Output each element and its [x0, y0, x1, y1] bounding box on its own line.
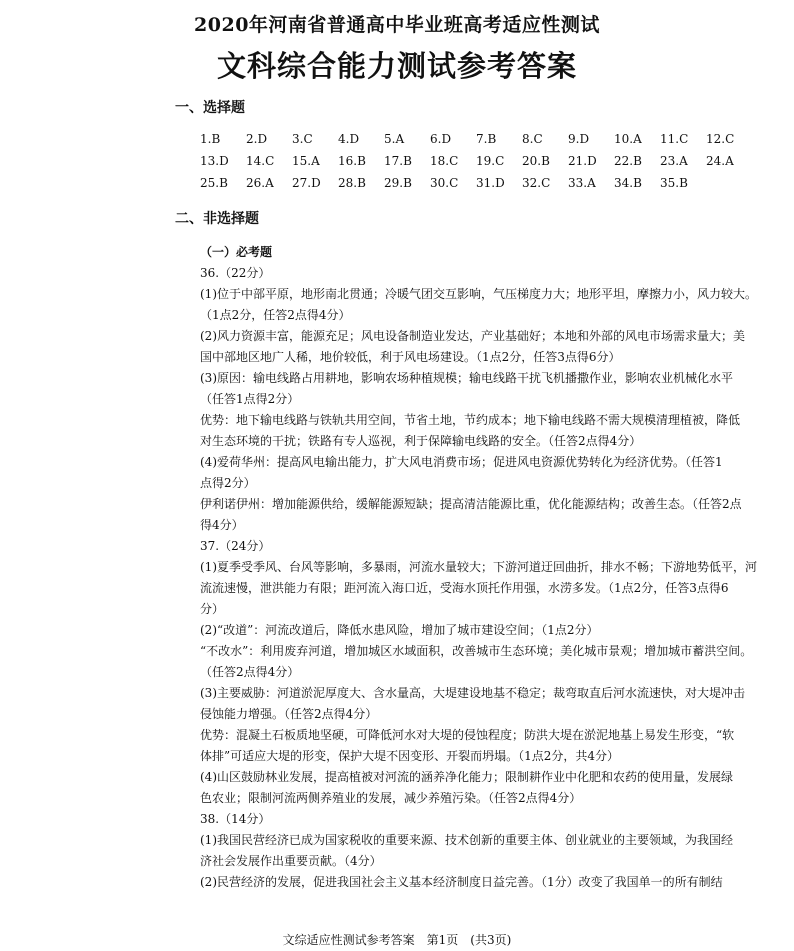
answer-line: 38.（14分）	[200, 812, 271, 826]
subsection-heading: （一）必考题	[200, 245, 273, 259]
answer-line: 流流速慢，泄洪能力有限；距河流入海口近，受海水顶托作用强，水涝多发。（1点2分，任答3点得6	[200, 581, 729, 595]
answer-item: 34.B	[614, 176, 642, 190]
answer-item: 26.A	[246, 176, 274, 190]
answer-item: 14.C	[246, 154, 275, 168]
answer-line: 37.（24分）	[200, 539, 271, 553]
answer-item: 2.D	[246, 132, 268, 146]
answer-line: (4)山区鼓励林业发展，提高植被对河流的涵养净化能力；限制耕作业中化肥和农药的使用量，发展绿	[200, 770, 734, 784]
answer-item: 6.D	[430, 132, 452, 146]
answer-item: 12.C	[706, 132, 735, 146]
answer-line: 伊利诺伊州：增加能源供给，缓解能源短缺；提高清洁能源比重，优化能源结构；改善生态。（任答2点	[200, 497, 742, 511]
answer-item: 8.C	[522, 132, 543, 146]
answer-item: 22.B	[614, 154, 642, 168]
answer-item: 23.A	[660, 154, 688, 168]
answer-line: (3)原因：输电线路占用耕地，影响农场种植规模；输电线路干扰飞机播撒作业，影响农业机械化水平	[200, 371, 734, 385]
multiple-choice-answers	[200, 132, 752, 198]
answer-line: (1)夏季受季风、台风等影响，多暴雨，河流水量较大；下游河道迂回曲折，排水不畅；下游地势低平，河	[200, 560, 758, 574]
answer-line: (1)我国民营经济已成为国家税收的重要来源、技术创新的重要主体、创业就业的主要领域，为我国经	[200, 833, 734, 847]
answer-item: 9.D	[568, 132, 590, 146]
answer-line: (1)位于中部平原，地形南北贯通；冷暖气团交互影响，气压梯度力大；地形平坦，摩擦力小，风力较大。	[200, 287, 758, 301]
answer-item: 29.B	[384, 176, 412, 190]
answer-line: 体排”可适应大堤的形变，保护大堤不因变形、开裂而坍塌。（1点2分，共4分）	[200, 749, 620, 763]
answer-line: (2)风力资源丰富，能源充足；风电设备制造业发达，产业基础好；本地和外部的风电市场需求量大；美	[200, 329, 746, 343]
answer-item: 5.A	[384, 132, 405, 146]
answer-line: 36.（22分）	[200, 266, 271, 280]
page-footer: 文综适应性测试参考答案 第1页 (共3页)	[282, 933, 512, 947]
answer-line: 分）	[200, 602, 225, 616]
answer-line: 色农业；限制河流两侧养殖业的发展，减少养殖污染。（任答2点得4分）	[200, 791, 582, 805]
answer-line: 国中部地区地广人稀，地价较低，利于风电场建设。（1点2分，任答3点得6分）	[200, 350, 621, 364]
answer-line: 优势：地下输电线路与铁轨共用空间，节省土地，节约成本；地下输电线路不需大规模清理植被，降低	[200, 413, 741, 427]
non-choice-answer-text	[200, 242, 780, 893]
answer-item: 32.C	[522, 176, 551, 190]
answer-item: 21.D	[568, 154, 597, 168]
answer-item: 11.C	[660, 132, 689, 146]
answer-item: 20.B	[522, 154, 550, 168]
answer-item: 35.B	[660, 176, 688, 190]
answer-item: 28.B	[338, 176, 366, 190]
answer-item: 33.A	[568, 176, 596, 190]
answer-line: 得4分）	[200, 518, 244, 532]
answer-row	[200, 132, 752, 154]
answer-item: 18.C	[430, 154, 459, 168]
answer-item: 17.B	[384, 154, 412, 168]
answer-line: “不改水”：利用废弃河道，增加城区水域面积，改善城市生态环境；美化城市景观；增加城市蓄洪空间。	[200, 644, 753, 658]
answer-item: 1.B	[200, 132, 221, 146]
answer-line: （任答1点得2分）	[200, 392, 300, 406]
answer-item: 13.D	[200, 154, 229, 168]
answer-line: 对生态环境的干扰；铁路有专人巡视，利于保障输电线路的安全。（任答2点得4分）	[200, 434, 642, 448]
answer-item: 19.C	[476, 154, 505, 168]
answer-line: (4)爱荷华州：提高风电输出能力，扩大风电消费市场；促进风电资源优势转化为经济优势。（任答1	[200, 455, 723, 469]
answer-item: 3.C	[292, 132, 313, 146]
answer-line: (2)民营经济的发展，促进我国社会主义基本经济制度日益完善。（1分）改变了我国单一的所有制结	[200, 875, 723, 889]
answer-line: (2)“改道”：河流改道后，降低水患风险，增加了城市建设空间；（1点2分）	[200, 623, 599, 637]
answer-line: （任答2点得4分）	[200, 665, 300, 679]
answer-item: 24.A	[706, 154, 734, 168]
answer-line: 优势：混凝土石板质地坚硬，可降低河水对大堤的侵蚀程度；防洪大堤在淤泥地基上易发生形变，“软	[200, 728, 735, 742]
answer-line: (3)主要威胁：河道淤泥厚度大、含水量高，大堤建设地基不稳定；裁弯取直后河水流速快，对大堤冲击	[200, 686, 746, 700]
answer-key-title: 文科综合能力测试参考答案	[216, 49, 577, 83]
answer-line: 济社会发展作出重要贡献。（4分）	[200, 854, 382, 868]
answer-item: 25.B	[200, 176, 228, 190]
answer-item: 30.C	[430, 176, 459, 190]
answer-row	[200, 176, 752, 198]
answer-line: （1点2分，任答2点得4分）	[200, 308, 351, 322]
answer-line: 点得2分）	[200, 476, 256, 490]
answer-item: 7.B	[476, 132, 497, 146]
answer-item: 15.A	[292, 154, 320, 168]
answer-item: 16.B	[338, 154, 366, 168]
answer-row	[200, 154, 752, 176]
answer-line: 侵蚀能力增强。（任答2点得4分）	[200, 707, 378, 721]
answer-item: 10.A	[614, 132, 642, 146]
answer-item: 27.D	[292, 176, 321, 190]
section-heading-multiple-choice: 一、选择题	[175, 100, 245, 116]
answer-item: 31.D	[476, 176, 505, 190]
exam-title: 2020年河南省普通高中毕业班高考适应性测试	[194, 14, 600, 36]
answer-item: 4.D	[338, 132, 360, 146]
section-heading-non-choice: 二、非选择题	[175, 211, 259, 227]
